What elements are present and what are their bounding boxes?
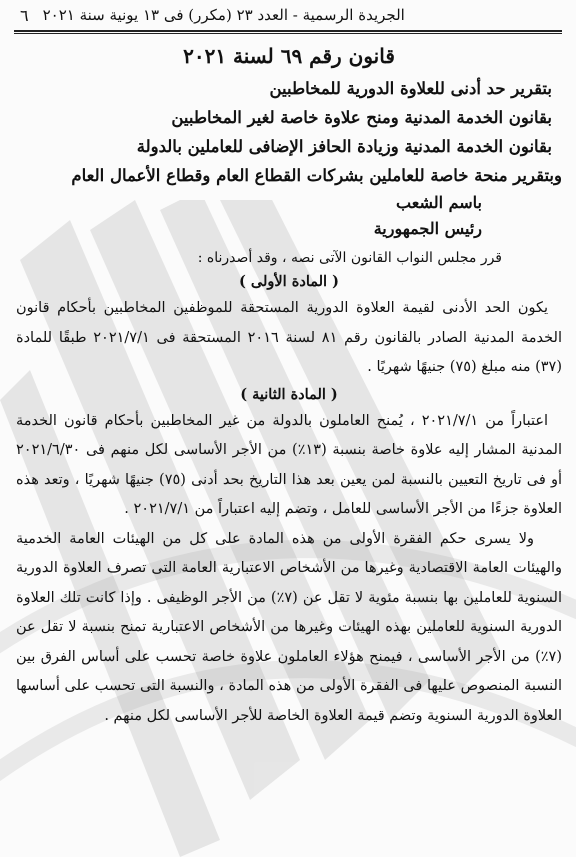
- in-name-of-people: باسم الشعب: [396, 193, 482, 212]
- article-paragraph: ولا يسرى حكم الفقرة الأولى من هذه المادة على كل من الهيئات العامة الخدمية والهيئات العامة الاقتصادية وغيرها من الأشخاص الاعتبارية العامة التى تصرف العلاوة الدورية السنوية للعاملين بها بنسبة مئوية لا تقل عن (٧٪) من الأجر الوظيفى . وإذا كانت تلك العلاوة الدورية السنوية للعاملين بهذه الهيئات وغيرها من الأشخاص الاعتبارية تمنح بنسبة لا تقل عن (٧٪) من الأجر الأساسى ، فيمنح هؤلاء العاملون علاوة خاصة تحسب على أساس الفرق بين النسبة المنصوص عليها فى الفقرة الأولى من هذه المادة ، والنسبة التى تحسب على أساسها العلاوة الدورية السنوية وتضم قيمة العلاوة الخاصة للأجر الأساسى لكل منهم .: [16, 530, 562, 724]
- running-header: [20, 4, 556, 26]
- header-rule: [14, 30, 562, 32]
- law-subtitle-line: وبتقرير منحة خاصة للعاملين بشركات القطاع العام وقطاع الأعمال العام: [71, 166, 562, 185]
- law-subtitle-line: بتقرير حد أدنى للعلاوة الدورية للمخاطبين: [269, 79, 552, 98]
- law-subtitle-line: بقانون الخدمة المدنية وزيادة الحافز الإضافى للعاملين بالدولة: [136, 137, 552, 156]
- president-heading: رئيس الجمهورية: [373, 219, 482, 238]
- article-paragraph: اعتباراً من ٢٠٢١/٧/١ ، يُمنح العاملون بالدولة من غير المخاطبين بأحكام قانون الخدمة المدنية المشار إليه علاوة خاصة بنسبة (١٣٪) من الأجر الأساسى لكل منهم فى ٢٠٢١/٦/٣٠ أو فى تاريخ التعيين بالنسبة لمن يعين بعد هذا التاريخ بحد أدنى (٧٥) جنيهًا شهريًا ، وتعد هذه العلاوة جزءًا من الأجر الأساسى للعامل ، وتضم إليه اعتباراً من ٢٠٢١/٧/١ .: [16, 412, 563, 517]
- document-body: [16, 44, 562, 731]
- law-subtitle-line: بقانون الخدمة المدنية ومنح علاوة خاصة لغير المخاطبين: [171, 108, 552, 127]
- law-title: قانون رقم ٦٩ لسنة ٢٠٢١: [183, 44, 395, 68]
- decree-line: قرر مجلس النواب القانون الآتى نصه ، وقد أصدرناه :: [197, 250, 502, 266]
- article-paragraph: يكون الحد الأدنى لقيمة العلاوة الدورية المستحقة للموظفين المخاطبين بأحكام قانون الخدمة المدنية الصادر بالقانون رقم ٨١ لسنة ٢٠١٦ المستحقة فى ٢٠٢١/٧/١ طبقًا للمادة (٣٧) منه مبلغ (٧٥) جنيهًا شهريًا .: [16, 300, 562, 375]
- header-rule-thin: [14, 33, 562, 34]
- gazette-issue-title: الجريدة الرسمية - العدد ٢٣ (مكرر) فى ١٣ يونية سنة ٢٠٢١: [42, 6, 405, 24]
- page-number: ٦: [20, 5, 29, 25]
- article-heading: ( المادة الأولى ): [239, 273, 339, 290]
- article-heading: ( المادة الثانية ): [240, 385, 338, 403]
